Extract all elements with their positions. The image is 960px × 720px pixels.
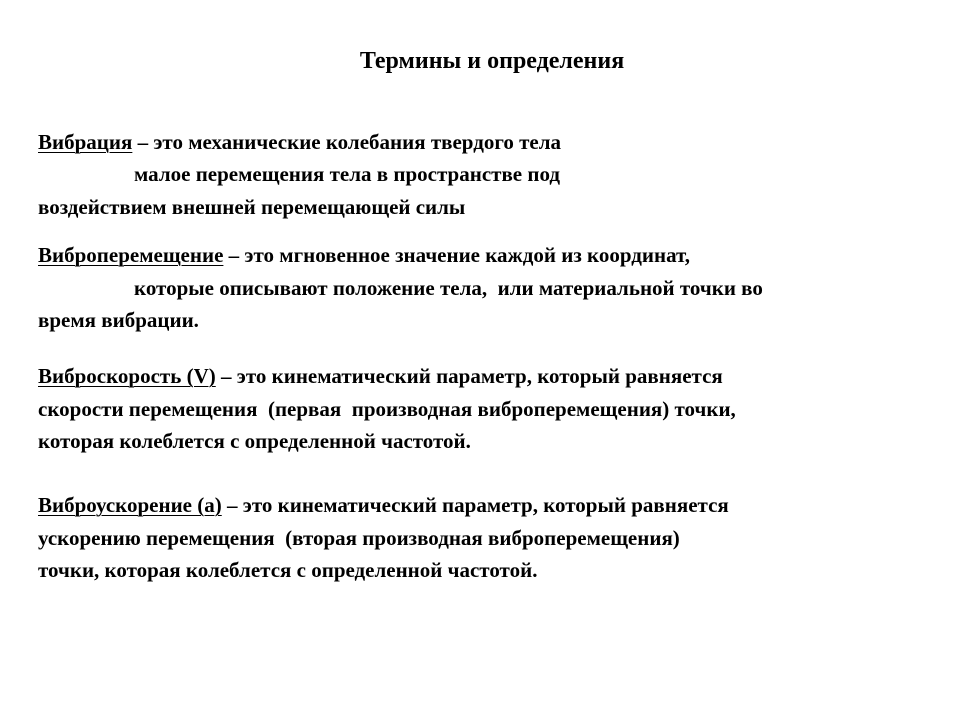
definition-acceleration-line-2: ускорению перемещения (вторая производная виброперемещения) — [38, 526, 680, 550]
definition-text: – это мгновенное значение каждой из координат, — [223, 243, 691, 267]
term-displacement: Виброперемещение — [38, 243, 224, 267]
term-vibration: Вибрация — [38, 130, 133, 154]
definition-velocity-line-3: которая колеблется с определенной частотой. — [38, 429, 471, 453]
term-acceleration: Виброускорение (а) — [38, 493, 222, 517]
definition-text: – это кинематический параметр, который равняется — [221, 493, 729, 517]
definition-text: – это механические колебания твердого тела — [132, 130, 562, 154]
definition-acceleration-line-1 — [38, 492, 729, 518]
definition-text: – это кинематический параметр, который равняется — [215, 364, 723, 388]
definition-vibration-line-3: воздействием внешней перемещающей силы — [38, 195, 466, 219]
term-velocity: Виброскорость (V) — [38, 364, 216, 388]
definition-displacement-line-1 — [38, 242, 690, 268]
definition-displacement-line-3: время вибрации. — [38, 308, 199, 332]
definition-displacement-line-2: которые описывают положение тела, или материальной точки во — [134, 276, 763, 300]
slide-title: Термины и определения — [359, 48, 625, 74]
definition-acceleration-line-3: точки, которая колеблется с определенной частотой. — [38, 558, 538, 582]
definition-velocity-line-1 — [38, 363, 723, 389]
definition-vibration-line-1 — [38, 129, 561, 155]
definition-velocity-line-2: скорости перемещения (первая производная виброперемещения) точки, — [38, 397, 736, 421]
definition-vibration-line-2: малое перемещения тела в пространстве под — [134, 162, 560, 186]
